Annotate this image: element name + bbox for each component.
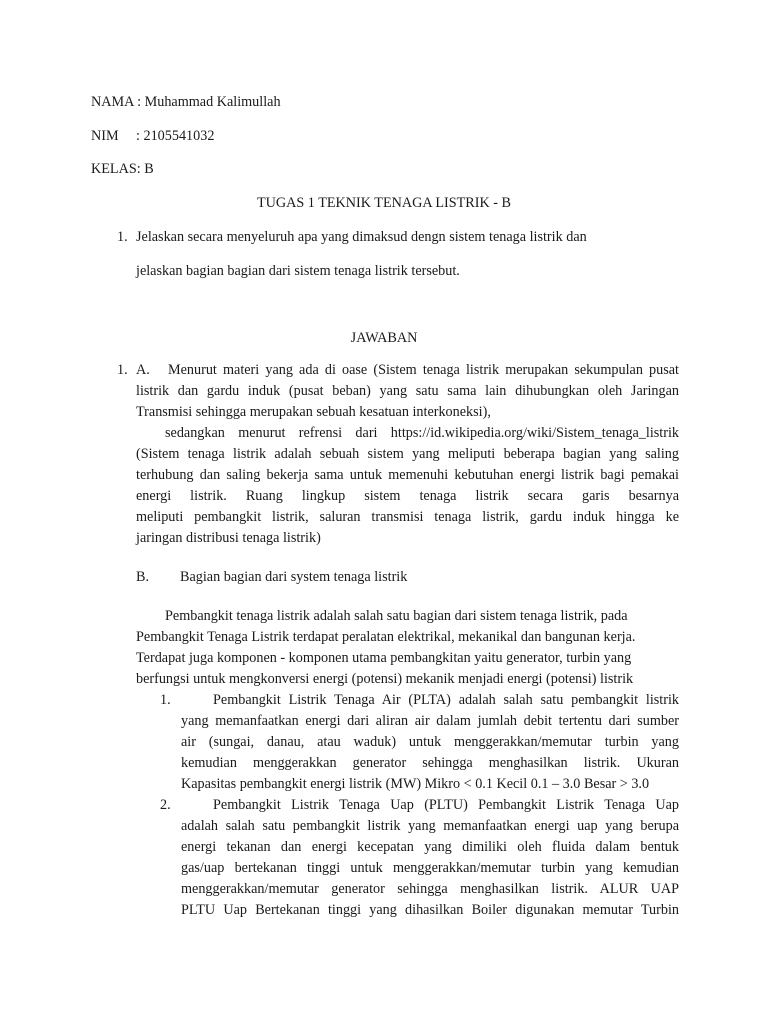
list-item-line: gas/uap bertekanan tinggi untuk menggerakkan/memutar turbin yang kemudian bbox=[181, 860, 679, 876]
list-item-line: Pembangkit Listrik Tenaga Air (PLTA) adalah salah satu pembangkit listrik bbox=[213, 692, 679, 708]
student-class: KELAS: B bbox=[91, 161, 154, 177]
question-line-1: Jelaskan secara menyeluruh apa yang dimaksud dengn sistem tenaga listrik dan bbox=[136, 229, 587, 245]
list-item-line: kemudian menggerakkan generator sehingga menghasilkan listrik. Ukuran bbox=[181, 755, 679, 771]
part-b-intro-line: Terdapat juga komponen - komponen utama pembangkitan yaitu generator, turbin yang bbox=[136, 650, 632, 666]
part-a-line: Menurut materi yang ada di oase (Sistem tenaga listrik merupakan sekumpulan pusat bbox=[168, 362, 679, 378]
question-number: 1. bbox=[117, 229, 128, 245]
answer-heading: JAWABAN bbox=[350, 330, 418, 346]
list-item-line: Kapasitas pembangkit energi listrik (MW) Mikro < 0.1 Kecil 0.1 – 3.0 Besar > 3.0 bbox=[181, 776, 650, 792]
part-a-line: jaringan distribusi tenaga listrik) bbox=[136, 530, 321, 546]
student-nim-value: : 2105541032 bbox=[136, 128, 215, 144]
part-a-line: terhubung dan saling bekerja sama untuk memenuhi kebutuhan energi listrik bagi pemakai bbox=[136, 467, 679, 483]
part-a-label: A. bbox=[136, 362, 150, 378]
list-item-line: adalah salah satu pembangkit listrik yang memanfaatkan energi uap yang berupa bbox=[181, 818, 679, 834]
part-b-intro-line: Pembangkit tenaga listrik adalah salah satu bagian dari sistem tenaga listrik, pada bbox=[165, 608, 628, 624]
list-item-line: energi tekanan dan energi kecepatan yang dimiliki oleh fluida dalam bentuk bbox=[181, 839, 679, 855]
list-item-number: 1. bbox=[160, 692, 171, 708]
part-a-line: sedangkan menurut refrensi dari https://id.wikipedia.org/wiki/Sistem_tenaga_listrik bbox=[165, 425, 679, 441]
part-a-line: Transmisi sehingga merupakan sebuah kesatuan interkoneksi), bbox=[136, 404, 491, 420]
part-a-line: (Sistem tenaga listrik adalah sebuah sistem yang meliputi beberapa bagian yang saling bbox=[136, 446, 679, 462]
part-a-line: meliputi pembangkit listrik, saluran transmisi tenaga listrik, gardu induk hingga ke bbox=[136, 509, 679, 525]
part-b-label: B. bbox=[136, 569, 150, 585]
part-a-line: listrik dan gardu induk (pusat beban) yang satu sama lain dihubungkan oleh Jaringan bbox=[136, 383, 679, 399]
assignment-title: TUGAS 1 TEKNIK TENAGA LISTRIK - B bbox=[256, 195, 512, 211]
part-b-intro-line: berfungsi untuk mengkonversi energi (potensi) mekanik menjadi energi (potensi) listrik bbox=[136, 671, 634, 687]
student-name: NAMA : Muhammad Kalimullah bbox=[91, 94, 281, 110]
part-b-intro-line: Pembangkit Tenaga Listrik terdapat peralatan elektrikal, mekanikal dan bangunan kerja. bbox=[136, 629, 636, 645]
list-item-line: air (sungai, danau, atau waduk) untuk menggerakkan/memutar turbin yang bbox=[181, 734, 679, 750]
question-line-2: jelaskan bagian bagian dari sistem tenaga listrik tersebut. bbox=[136, 263, 460, 279]
list-item-line: menggerakkan/memutar generator sehingga menghasilkan listrik. ALUR UAP bbox=[181, 881, 679, 897]
answer-number: 1. bbox=[117, 362, 128, 378]
list-item-line: PLTU Uap Bertekanan tinggi yang dihasilkan Boiler digunakan memutar Turbin bbox=[181, 902, 679, 918]
list-item-line: yang memanfaatkan energi dari aliran air dalam jumlah debit tertentu dari sumber bbox=[181, 713, 679, 729]
list-item-number: 2. bbox=[160, 797, 171, 813]
part-b-heading: Bagian bagian dari system tenaga listrik bbox=[180, 569, 408, 585]
list-item-line: Pembangkit Listrik Tenaga Uap (PLTU) Pembangkit Listrik Tenaga Uap bbox=[213, 797, 679, 813]
part-a-line: energi listrik. Ruang lingkup sistem tenaga listrik secara garis besarnya bbox=[136, 488, 679, 504]
student-nim-label: NIM bbox=[91, 128, 119, 144]
